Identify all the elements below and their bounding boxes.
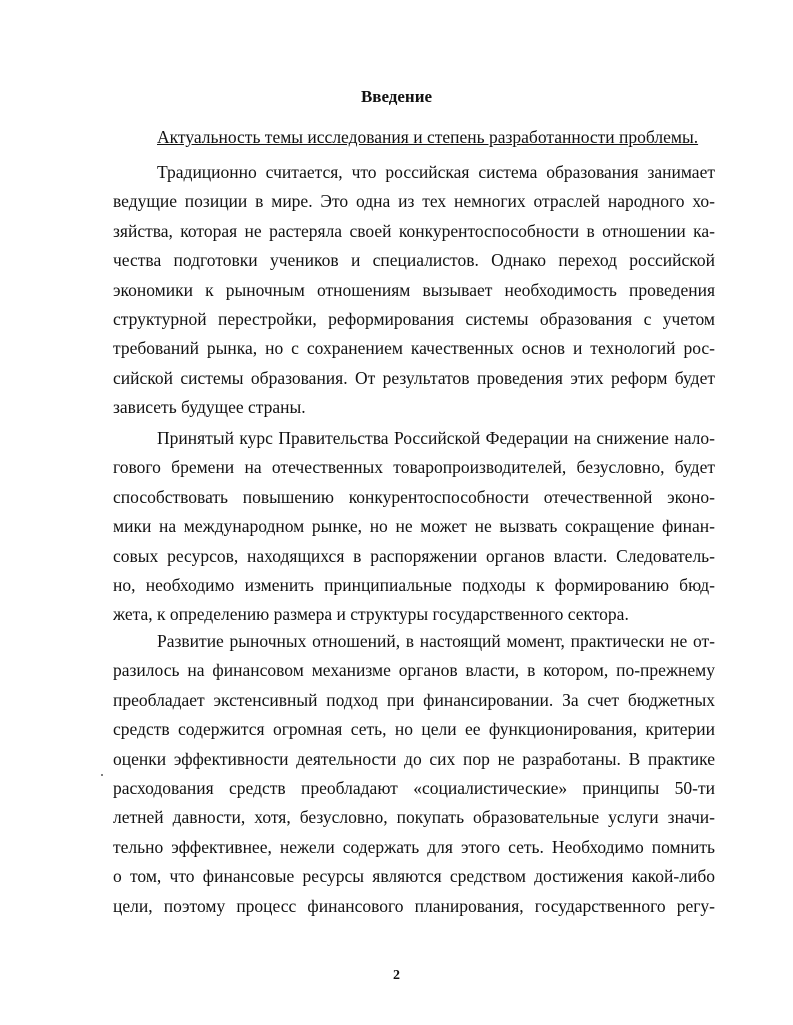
paragraph-line: требований рынка, но с сохранением качественных основ и технологий рос- [113, 338, 715, 359]
paragraph-line: структурной перестройки, реформирования системы образования с учетом [113, 309, 715, 329]
paragraph-line: Развитие рыночных отношений, в настоящий момент, практически не от- [157, 631, 715, 651]
page-title: Введение [360, 87, 433, 106]
paragraph-line: зяйства, которая не растеряла своей конкурентоспособности в отношении ка- [113, 220, 715, 241]
paragraph-line: цели, поэтому процесс финансового планирования, государственного регу- [113, 895, 715, 916]
paragraph-line: разилось на финансовом механизме органов власти, в котором, по-прежнему [113, 660, 715, 681]
paragraph-line: но, необходимо изменить принципиальные подходы к формированию бюд- [113, 575, 715, 595]
scan-speck [101, 774, 103, 776]
paragraph-line: чества подготовки учеников и специалистов. Однако переход российской [113, 250, 715, 271]
paragraph-line: экономики к рыночным отношениям вызывает необходимость проведения [113, 279, 715, 300]
paragraph-line: о том, что финансовые ресурсы являются средством достижения какой-либо [113, 866, 715, 887]
paragraph-line: мики на международном рынке, но не может не вызвать сокращение финан- [113, 516, 715, 537]
paragraph-line: Принятый курс Правительства Российской Федерации на снижение нало- [157, 428, 715, 448]
paragraph-line: совых ресурсов, находящихся в распоряжении органов власти. Следователь- [113, 545, 715, 566]
paragraph-line: летней давности, хотя, безусловно, покупать образовательные услуги значи- [113, 807, 715, 828]
paragraph-line: гового бремени на отечественных товаропроизводителей, безусловно, будет [113, 457, 715, 478]
section-heading: Актуальность темы исследования и степень разработанности проблемы. [157, 127, 699, 147]
paragraph-line: средств содержится огромная сеть, но цели ее функционирования, критерии [113, 719, 715, 740]
paragraph-line: зависеть будущее страны. [113, 397, 306, 418]
paragraph-line: оценки эффективности деятельности до сих пор не разработаны. В практике [113, 748, 715, 769]
paragraph-line: ведущие позиции в мире. Это одна из тех немногих отраслей народного хо- [113, 191, 715, 212]
paragraph-line: тельно эффективнее, нежели содержать для этого сеть. Необходимо помнить [113, 836, 715, 857]
paragraph-line: жета, к определению размера и структуры государственного сектора. [113, 604, 629, 625]
paragraph-line: преобладает экстенсивный подход при финансировании. За счет бюджетных [113, 689, 715, 710]
paragraph-line: расходования средств преобладают «социалистические» принципы 50-ти [113, 778, 715, 798]
paragraph-line: Традиционно считается, что российская система образования занимает [157, 162, 715, 182]
paragraph-line: способствовать повышению конкурентоспособности отечественной эконо- [113, 486, 715, 507]
page-number: 2 [393, 968, 400, 983]
paragraph-line: сийской системы образования. От результатов проведения этих реформ будет [113, 367, 715, 388]
